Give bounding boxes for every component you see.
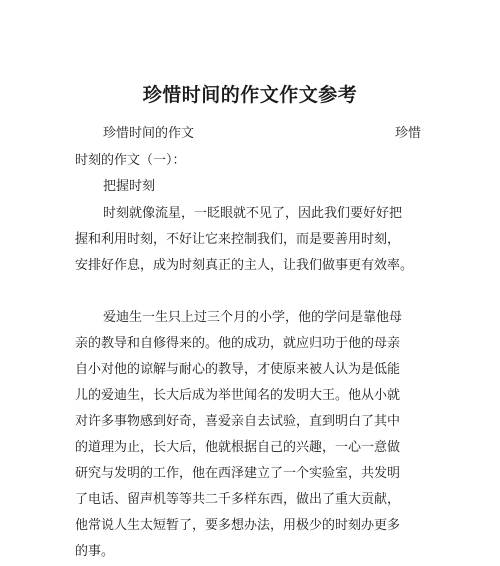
- subtitle-line: 珍惜时间的作文: [103, 126, 195, 141]
- subtitle-line-right: 珍惜: [394, 126, 421, 141]
- paragraph-line: 握和利用时刻，不好让它来控制我们，而是要善用时刻，: [75, 232, 401, 247]
- paragraph-line: 儿的爱迪生，长大后成为举世闻名的发明大王。他从小就: [75, 388, 401, 403]
- paragraph-line: 研究与发明的工作，他在西泽建立了一个实验室，共发明: [75, 466, 401, 481]
- paragraph-line: 他常说人生太短暂了，要多想办法，用极少的时刻办更多: [75, 518, 401, 533]
- paragraph-line: 的事。: [75, 544, 115, 559]
- paragraph-line: 时刻就像流星，一眨眼就不见了，因此我们要好好把: [103, 206, 403, 221]
- paragraph-line: 了电话、留声机等等共二千多样东西，做出了重大贡献，: [75, 492, 401, 507]
- paragraph-line: 的道理为止，长大后，他就根据自己的兴趣，一心一意做: [75, 440, 401, 455]
- paragraph-line: 自小对他的谅解与耐心的教导，才使原来被人认为是低能: [75, 362, 401, 377]
- paragraph-line: 时刻的作文（一）：: [75, 153, 186, 168]
- document-title: 珍惜时间的作文作文参考: [142, 84, 358, 106]
- section-heading: 把握时刻: [103, 179, 156, 194]
- paragraph-line: 爱迪生一生只上过三个月的小学，他的学问是靠他母: [103, 310, 403, 325]
- paragraph-line: 安排好作息，成为时刻真正的主人，让我们做事更有效率。: [75, 258, 414, 273]
- paragraph-line: 亲的教导和自修得来的。他的成功，就应归功于他的母亲: [75, 336, 401, 351]
- paragraph-line: 对许多事物感到好奇，喜爱亲自去试验，直到明白了其中: [75, 414, 401, 429]
